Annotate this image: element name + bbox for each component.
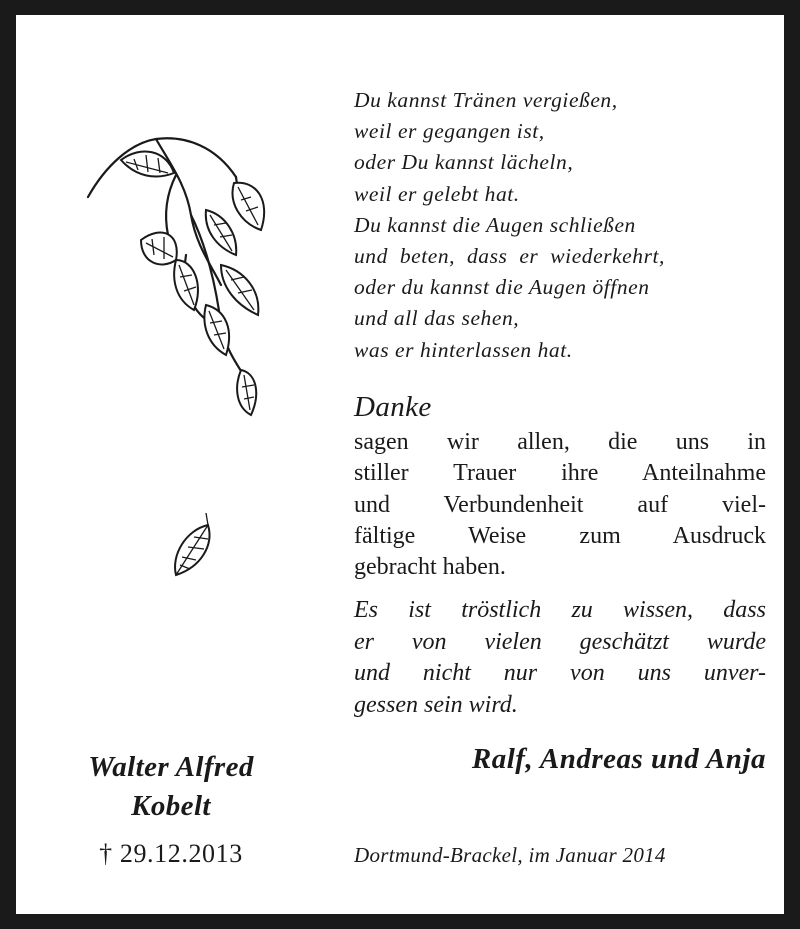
thanks-line: und Verbundenheit auf viel-: [354, 491, 766, 518]
poem-line: und beten, dass er wiederkehrt,: [354, 244, 665, 269]
deceased-name-line2: Kobelt: [131, 790, 211, 822]
thanks-title: Danke: [354, 391, 432, 423]
poem-line: weil er gelebt hat.: [354, 181, 520, 206]
comfort-line: und nicht nur von uns unver-: [354, 660, 766, 686]
poem-line: oder Du kannst lächeln,: [354, 150, 574, 175]
poem: [354, 85, 774, 366]
poem-line: Du kannst Tränen vergießen,: [354, 88, 618, 112]
poem-line: und all das sehen,: [354, 306, 520, 331]
poem-line: was er hinterlassen hat.: [354, 337, 573, 362]
thanks-line: gebracht haben.: [354, 554, 506, 581]
place-date: Dortmund-Brackel, im Januar 2014: [354, 843, 666, 867]
poem-line: Du kannst die Augen schließen: [354, 212, 636, 237]
comfort-line: gessen sein wird.: [354, 691, 518, 718]
thanks-line: sagen wir allen, die uns in: [354, 429, 766, 455]
deceased-name: [46, 748, 296, 826]
signers: Ralf, Andreas und Anja: [471, 743, 766, 775]
comfort-line: er von vielen geschätzt wurde: [354, 628, 766, 655]
birch-branch-icon: [76, 125, 286, 425]
falling-leaf-icon: [166, 505, 226, 585]
thanks-line: fältige Weise zum Ausdruck: [354, 522, 766, 549]
comfort-line: Es ist tröstlich zu wissen, dass: [354, 597, 766, 623]
thanks-line: stiller Trauer ihre Anteilnahme: [354, 460, 766, 487]
death-date: † 29.12.2013: [99, 839, 243, 868]
thanks-text: [354, 427, 766, 583]
poem-line: weil er gegangen ist,: [354, 119, 545, 144]
poem-line: oder du kannst die Augen öffnen: [354, 275, 650, 300]
comfort-text: [354, 595, 766, 721]
deceased-name-line1: Walter Alfred: [88, 751, 254, 783]
